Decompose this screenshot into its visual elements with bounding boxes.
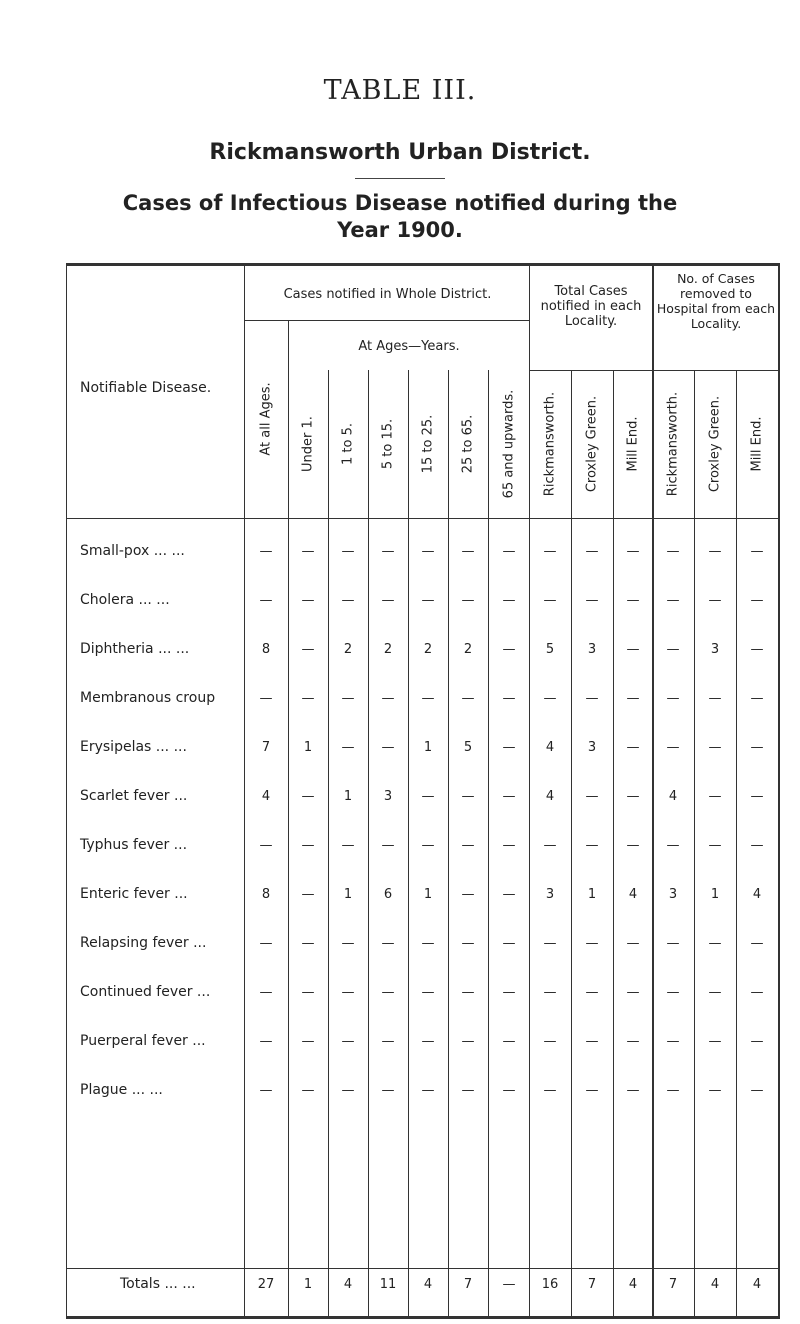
cell-15-to-25: — [421,936,435,951]
total-1-to-5: 4 [343,1277,353,1292]
cell-removed-rickmansworth: — [666,642,680,657]
cell-removed-mill-end: — [750,789,764,804]
cell-total-mill-end: — [626,740,640,755]
cell-65-and-upwards: — [502,789,516,804]
cell-under-1: — [301,1083,315,1098]
cell-removed-croxley-green: 3 [710,642,720,657]
column-header-65-and-upwards: 65 and upwards. [501,389,516,498]
row-label: Scarlet fever ... [80,788,188,804]
cell-65-and-upwards: — [502,740,516,755]
heading-line-2: Year 1900. [337,218,463,242]
col-sep-5 [448,370,449,1319]
cell-total-rickmansworth: — [543,838,557,853]
cell-removed-mill-end: — [750,691,764,706]
cell-1-to-5: — [341,838,355,853]
total-removed-croxley-green: 4 [710,1277,720,1292]
cell-15-to-25: — [421,1034,435,1049]
row-label: Diphtheria ... ... [80,641,190,657]
cell-65-and-upwards: — [502,1083,516,1098]
header-cases-notified: Cases notified in Whole District. [283,287,492,302]
table-left-rule [66,263,67,1319]
cell-1-to-5: — [341,691,355,706]
cell-total-mill-end: — [626,642,640,657]
cell-5-to-15: — [381,593,395,608]
cell-removed-croxley-green: — [708,936,722,951]
cell-1-to-5: — [341,740,355,755]
table-top-rule [66,263,780,266]
cell-removed-croxley-green: — [708,1083,722,1098]
total-total-croxley-green: 7 [587,1277,597,1292]
district-subtitle: Rickmansworth Urban District. [209,140,591,165]
cell-removed-rickmansworth: — [666,740,680,755]
cell-total-croxley-green: — [585,936,599,951]
cell-removed-rickmansworth: — [666,838,680,853]
cell-65-and-upwards: — [502,691,516,706]
cell-removed-croxley-green: — [708,985,722,1000]
cell-25-to-65: — [461,544,475,559]
cell-1-to-5: — [341,1034,355,1049]
cell-removed-mill-end: 4 [752,887,762,902]
totals-top-rule [66,1268,780,1269]
cell-removed-mill-end: — [750,642,764,657]
col-sep-3 [368,370,369,1319]
col-sep-2 [328,370,329,1319]
cell-under-1: — [301,691,315,706]
cell-at-all-ages: — [259,691,273,706]
cell-total-mill-end: — [626,593,640,608]
cell-removed-croxley-green: — [708,838,722,853]
cell-removed-rickmansworth: 4 [668,789,678,804]
cell-5-to-15: — [381,936,395,951]
cell-under-1: — [301,642,315,657]
col-sep-6 [488,370,489,1319]
cell-at-all-ages: 7 [261,740,271,755]
cell-total-mill-end: — [626,544,640,559]
cell-1-to-5: 2 [343,642,353,657]
cell-removed-croxley-green: — [708,789,722,804]
column-header-removed-mill-end: Mill End. [749,415,764,472]
row-label: Cholera ... ... [80,592,170,608]
cell-under-1: — [301,593,315,608]
cell-removed-rickmansworth: — [666,936,680,951]
cell-total-croxley-green: — [585,593,599,608]
cell-15-to-25: — [421,789,435,804]
cell-total-mill-end: — [626,838,640,853]
cell-25-to-65: 5 [463,740,473,755]
cell-65-and-upwards: — [502,642,516,657]
cell-at-all-ages: — [259,936,273,951]
total-removed-mill-end: 4 [752,1277,762,1292]
cell-total-rickmansworth: — [543,936,557,951]
cell-25-to-65: — [461,1034,475,1049]
cell-25-to-65: — [461,789,475,804]
cell-5-to-15: — [381,838,395,853]
cell-25-to-65: — [461,593,475,608]
row-label: Erysipelas ... ... [80,739,187,755]
col-sep-9 [613,370,614,1319]
column-header-5-to-15: 5 to 15. [380,418,395,469]
cell-removed-mill-end: — [750,593,764,608]
cell-removed-croxley-green: — [708,691,722,706]
cell-25-to-65: 2 [463,642,473,657]
cell-15-to-25: — [421,593,435,608]
cell-65-and-upwards: — [502,593,516,608]
cell-5-to-15: 3 [383,789,393,804]
cell-at-all-ages: — [259,838,273,853]
column-header-at-all-ages: At all Ages. [258,381,273,456]
column-header-15-to-25: 15 to 25. [420,414,435,473]
header-at-ages: At Ages—Years. [358,339,460,354]
cell-total-rickmansworth: 3 [545,887,555,902]
cell-under-1: — [301,887,315,902]
cell-15-to-25: — [421,691,435,706]
cell-5-to-15: — [381,691,395,706]
col-sep-11 [694,370,695,1319]
cell-total-croxley-green: 3 [587,642,597,657]
cell-5-to-15: — [381,1034,395,1049]
cell-total-croxley-green: — [585,1083,599,1098]
cell-5-to-15: — [381,740,395,755]
cell-1-to-5: — [341,593,355,608]
cell-total-croxley-green: — [585,1034,599,1049]
cell-total-rickmansworth: 4 [545,789,555,804]
total-5-to-15: 11 [379,1277,397,1292]
row-label: Relapsing fever ... [80,935,207,951]
cell-5-to-15: 2 [383,642,393,657]
col-sep-4 [408,370,409,1319]
cell-under-1: — [301,985,315,1000]
column-header-removed-croxley-green: Croxley Green. [707,395,722,492]
cell-65-and-upwards: — [502,887,516,902]
cell-total-croxley-green: — [585,838,599,853]
cell-at-all-ages: 8 [261,642,271,657]
col-sep-7 [529,263,530,1319]
cell-total-mill-end: 4 [628,887,638,902]
cell-65-and-upwards: — [502,544,516,559]
cell-65-and-upwards: — [502,1034,516,1049]
cell-under-1: — [301,544,315,559]
cell-at-all-ages: — [259,1083,273,1098]
header-total-cases: Total Cases notified in each Locality. [540,284,642,329]
cell-1-to-5: — [341,544,355,559]
cell-5-to-15: — [381,985,395,1000]
cell-1-to-5: — [341,1083,355,1098]
cell-total-croxley-green: 3 [587,740,597,755]
col-sep-10 [652,263,654,1319]
cell-at-all-ages: 8 [261,887,271,902]
cell-1-to-5: — [341,985,355,1000]
cell-25-to-65: — [461,1083,475,1098]
column-header-removed-rickmansworth: Rickmansworth. [665,391,680,496]
cell-total-croxley-green: — [585,789,599,804]
total-15-to-25: 4 [423,1277,433,1292]
cell-25-to-65: — [461,691,475,706]
cell-total-rickmansworth: — [543,691,557,706]
cell-25-to-65: — [461,936,475,951]
cell-total-croxley-green: 1 [587,887,597,902]
cell-5-to-15: 6 [383,887,393,902]
column-header-total-rickmansworth: Rickmansworth. [542,391,557,496]
cell-at-all-ages: — [259,985,273,1000]
header-bottom-rule [66,518,780,519]
cell-removed-rickmansworth: — [666,691,680,706]
cell-removed-mill-end: — [750,838,764,853]
cell-removed-mill-end: — [750,1034,764,1049]
col-sep-0 [244,263,245,1319]
heading-line-1: Cases of Infectious Disease notified during the [122,191,678,215]
cell-under-1: — [301,789,315,804]
total-under-1: 1 [303,1277,313,1292]
cell-removed-mill-end: — [750,740,764,755]
cell-25-to-65: — [461,985,475,1000]
cell-total-rickmansworth: — [543,593,557,608]
cell-5-to-15: — [381,1083,395,1098]
total-at-all-ages: 27 [257,1277,275,1292]
table-bottom-rule [66,1316,780,1319]
cell-under-1: — [301,838,315,853]
cell-removed-croxley-green: — [708,740,722,755]
total-65-and-upwards: — [502,1277,516,1292]
row-label: Continued fever ... [80,984,211,1000]
column-header-under-1: Under 1. [300,415,315,472]
cell-15-to-25: 1 [423,740,433,755]
col-sep-12 [736,370,737,1319]
cell-removed-mill-end: — [750,936,764,951]
cell-65-and-upwards: — [502,985,516,1000]
cell-25-to-65: — [461,838,475,853]
cell-total-mill-end: — [626,789,640,804]
total-total-rickmansworth: 16 [541,1277,559,1292]
row-label: Small-pox ... ... [80,543,185,559]
total-25-to-65: 7 [463,1277,473,1292]
cell-15-to-25: 1 [423,887,433,902]
cell-removed-croxley-green: — [708,593,722,608]
row-label: Membranous croup [80,690,216,706]
cell-total-croxley-green: — [585,691,599,706]
row-label: Plague ... ... [80,1082,163,1098]
cell-at-all-ages: — [259,593,273,608]
cell-removed-croxley-green: 1 [710,887,720,902]
header-rule-cases [244,320,529,321]
col-sep-1 [288,320,289,1319]
cell-at-all-ages: 4 [261,789,271,804]
cell-under-1: — [301,1034,315,1049]
total-total-mill-end: 4 [628,1277,638,1292]
cell-at-all-ages: — [259,544,273,559]
cell-15-to-25: — [421,544,435,559]
cell-15-to-25: — [421,1083,435,1098]
cell-15-to-25: 2 [423,642,433,657]
cell-total-rickmansworth: — [543,1083,557,1098]
total-removed-rickmansworth: 7 [668,1277,678,1292]
column-header-total-mill-end: Mill End. [625,415,640,472]
cell-removed-rickmansworth: — [666,985,680,1000]
cell-1-to-5: 1 [343,789,353,804]
cell-total-mill-end: — [626,1034,640,1049]
column-header-1-to-5: 1 to 5. [340,422,355,465]
col-sep-8 [571,370,572,1319]
cell-1-to-5: 1 [343,887,353,902]
cell-at-all-ages: — [259,1034,273,1049]
table-right-rule [778,263,780,1319]
cell-total-mill-end: — [626,691,640,706]
cell-1-to-5: — [341,936,355,951]
cell-total-mill-end: — [626,1083,640,1098]
cell-removed-mill-end: — [750,544,764,559]
cell-65-and-upwards: — [502,838,516,853]
row-label: Puerperal fever ... [80,1033,206,1049]
cell-5-to-15: — [381,544,395,559]
cell-total-croxley-green: — [585,544,599,559]
cell-15-to-25: — [421,985,435,1000]
cell-total-rickmansworth: — [543,1034,557,1049]
header-notifiable-disease: Notifiable Disease. [80,380,212,396]
row-label: Enteric fever ... [80,886,188,902]
cell-removed-mill-end: — [750,1083,764,1098]
cell-15-to-25: — [421,838,435,853]
cell-removed-croxley-green: — [708,544,722,559]
cell-total-rickmansworth: — [543,985,557,1000]
cell-under-1: — [301,936,315,951]
cell-removed-rickmansworth: — [666,1034,680,1049]
row-label: Typhus fever ... [80,837,188,853]
totals-label: Totals ... ... [120,1276,196,1292]
cell-removed-rickmansworth: — [666,1083,680,1098]
cell-removed-rickmansworth: — [666,593,680,608]
cell-total-mill-end: — [626,936,640,951]
header-removed: No. of Cases removed to Hospital from each Locality. [656,271,776,331]
cell-under-1: 1 [303,740,313,755]
cell-removed-rickmansworth: 3 [668,887,678,902]
cell-65-and-upwards: — [502,936,516,951]
cell-total-rickmansworth: 5 [545,642,555,657]
column-header-total-croxley-green: Croxley Green. [584,395,599,492]
column-header-25-to-65: 25 to 65. [460,414,475,473]
cell-total-mill-end: — [626,985,640,1000]
table-title: TABLE III. [323,75,477,106]
cell-removed-rickmansworth: — [666,544,680,559]
cell-25-to-65: — [461,887,475,902]
cell-total-rickmansworth: 4 [545,740,555,755]
cell-total-rickmansworth: — [543,544,557,559]
cell-removed-croxley-green: — [708,1034,722,1049]
cell-total-croxley-green: — [585,985,599,1000]
cell-removed-mill-end: — [750,985,764,1000]
